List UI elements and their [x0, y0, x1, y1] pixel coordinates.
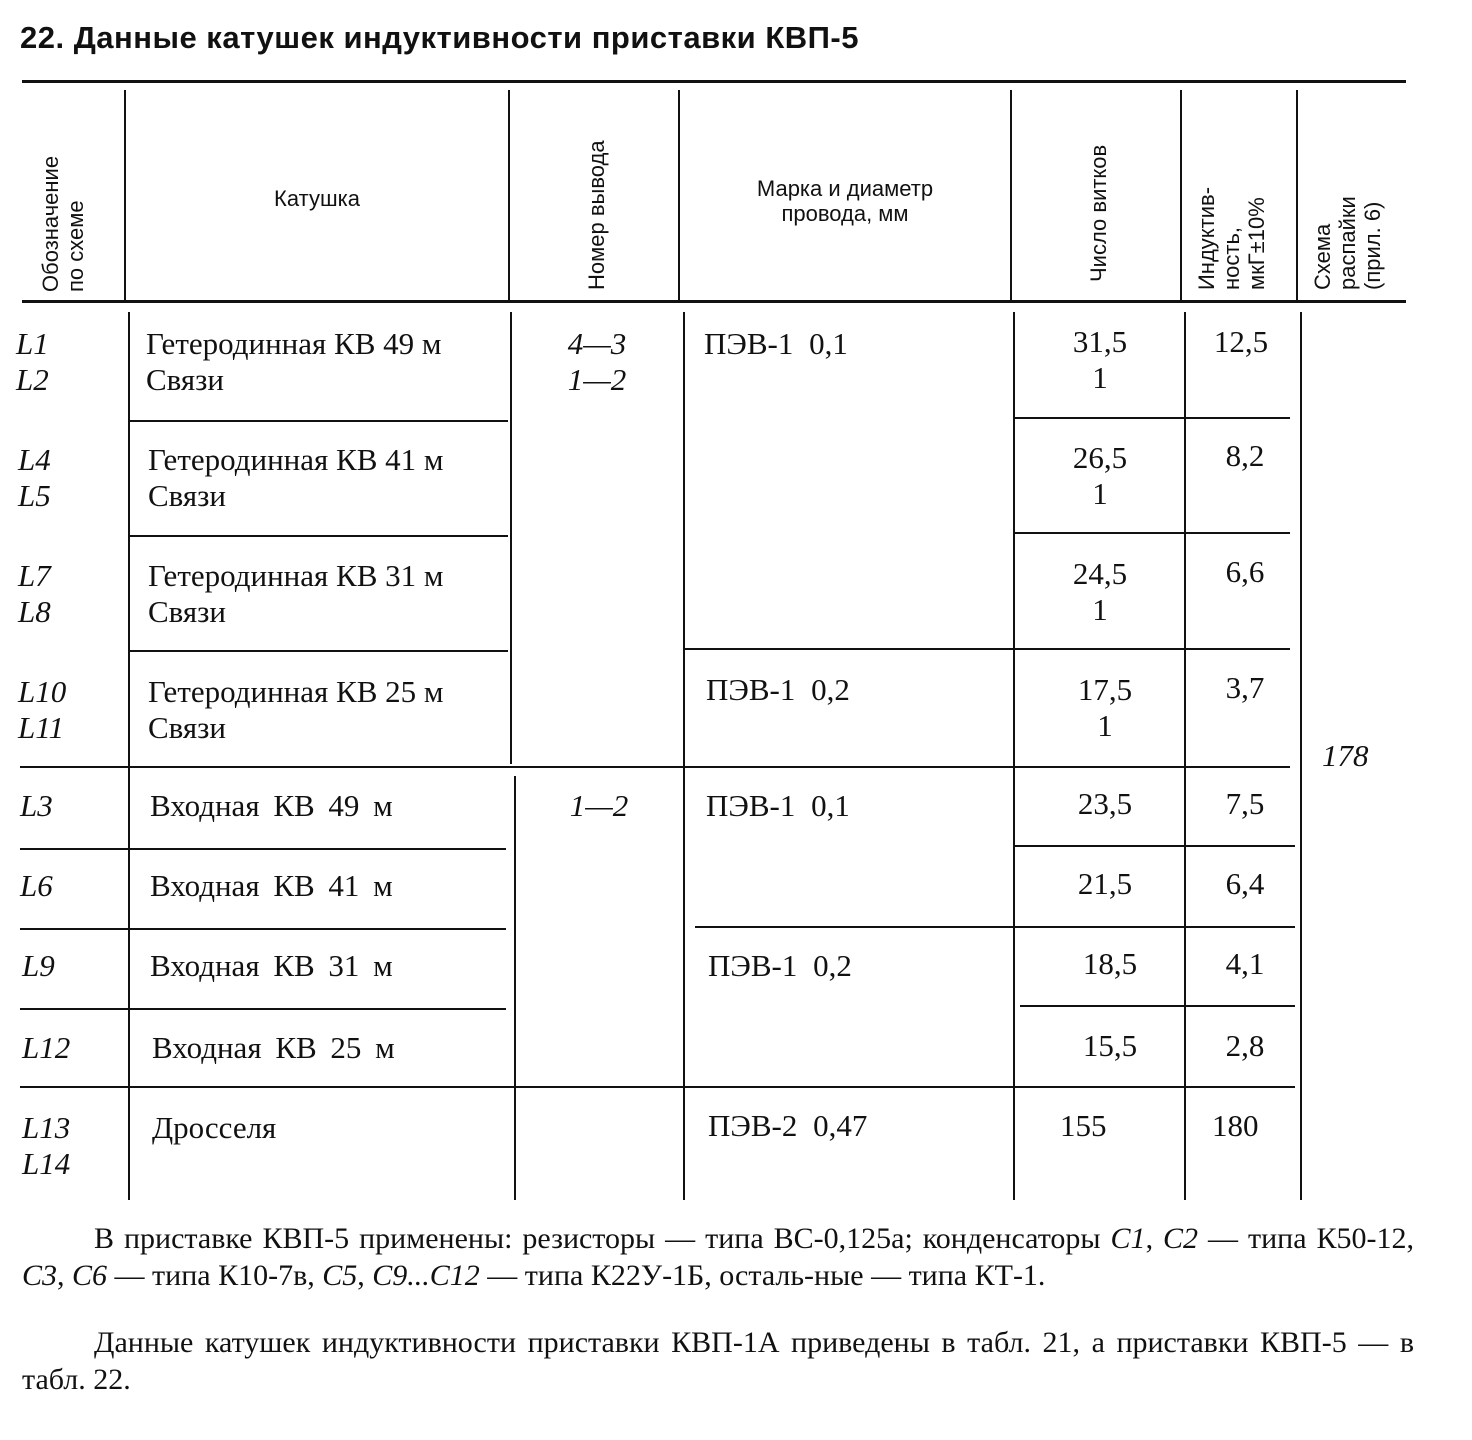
row-2-designation: L4 L5 — [18, 442, 51, 513]
row-rule-2-left — [130, 535, 508, 537]
body-sep-3 — [683, 312, 685, 1200]
row-7-designation: L9 — [22, 948, 55, 983]
header-sep-4 — [1010, 90, 1012, 300]
row-rule-4 — [20, 766, 1290, 768]
header-turns: Число витков — [1086, 144, 1111, 282]
wire-1: ПЭВ-1 0,1 — [704, 326, 848, 361]
row-rule-6-right — [695, 926, 1295, 928]
row-4-turns: 17,5 1 — [1077, 672, 1133, 743]
row-rule-1-left — [130, 420, 508, 422]
header-wire: Марка и диаметр провода, мм — [756, 176, 934, 226]
row-3-inductance: 6,6 — [1225, 554, 1265, 589]
wiring-value: 178 — [1322, 738, 1369, 773]
table-header-rule — [22, 300, 1406, 303]
row-3-designation: L7 L8 — [18, 558, 51, 629]
row-rule-6-left — [20, 928, 506, 930]
row-rule-5-right — [1015, 845, 1295, 847]
row-1-turns: 31,5 1 — [1072, 324, 1128, 395]
pin-group-1: 4—3 1—2 — [567, 326, 627, 397]
pin-group-2: 1—2 — [569, 788, 629, 823]
wire-5: ПЭВ-2 0,47 — [708, 1108, 868, 1143]
row-rule-3-left — [130, 650, 508, 652]
body-sep-6 — [1300, 312, 1302, 1200]
row-5-designation: L3 — [20, 788, 53, 823]
row-4-coil: Гетеродинная КВ 25 м Связи — [148, 674, 444, 745]
row-2-coil: Гетеродинная КВ 41 м Связи — [148, 442, 444, 513]
row-rule-7-left — [20, 1008, 506, 1010]
row-7-coil: Входная КВ 31 м — [150, 948, 393, 983]
body-sep-2b — [514, 776, 516, 1200]
body-sep-1 — [128, 312, 130, 1200]
row-4-inductance: 3,7 — [1225, 670, 1265, 705]
row-rule-5-left — [20, 848, 506, 850]
header-designation: Обозначение по схеме — [38, 155, 88, 292]
header-inductance: Индуктив- ность, мкГ±10% — [1194, 186, 1269, 290]
row-rule-8 — [20, 1086, 1295, 1088]
row-1-coil: Гетеродинная КВ 49 м Связи — [146, 326, 442, 397]
row-9-designation: L13 L14 — [22, 1110, 71, 1181]
row-2-inductance: 8,2 — [1225, 438, 1265, 473]
row-rule-7-right — [1020, 1005, 1295, 1007]
row-8-coil: Входная КВ 25 м — [152, 1030, 395, 1065]
row-3-coil: Гетеродинная КВ 31 м Связи — [148, 558, 444, 629]
header-coil: Катушка — [274, 186, 360, 211]
header-pin: Номер вывода — [584, 140, 609, 290]
row-5-turns: 23,5 — [1077, 786, 1133, 821]
row-rule-1-right — [1015, 417, 1290, 419]
row-4-designation: L10 L11 — [18, 674, 67, 745]
row-8-turns: 15,5 — [1082, 1028, 1138, 1063]
wire-3: ПЭВ-1 0,1 — [706, 788, 850, 823]
row-2-turns: 26,5 1 — [1072, 440, 1128, 511]
row-9-inductance: 180 — [1212, 1108, 1259, 1143]
row-6-turns: 21,5 — [1077, 866, 1133, 901]
row-6-designation: L6 — [20, 868, 53, 903]
row-7-turns: 18,5 — [1082, 946, 1138, 981]
note-paragraph-2: Данные катушек индуктивности приставки КВП-1А приведены в табл. 21, а приставки КВП-5 — в табл. 22. — [22, 1326, 1414, 1396]
row-7-inductance: 4,1 — [1225, 946, 1265, 981]
row-1-designation: L1 L2 — [16, 326, 49, 397]
row-1-inductance: 12,5 — [1213, 324, 1269, 359]
row-6-inductance: 6,4 — [1225, 866, 1265, 901]
header-wiring: Схема распайки (прил. 6) — [1310, 196, 1385, 290]
row-rule-3-right — [685, 648, 1290, 650]
row-3-turns: 24,5 1 — [1072, 556, 1128, 627]
header-sep-2 — [508, 90, 510, 300]
row-8-inductance: 2,8 — [1225, 1028, 1265, 1063]
row-9-turns: 155 — [1060, 1108, 1107, 1143]
header-sep-5 — [1180, 90, 1182, 300]
note-paragraph-1: В приставке КВП-5 применены: резисторы — типа ВС-0,125а; конденсаторы С1, С2 — типа К50-12, С3, С6 — типа К10-7в, С5, С9...С12 — типа К22У-1Б, осталь-ные — типа КТ-1. — [22, 1222, 1414, 1292]
wire-2: ПЭВ-1 0,2 — [706, 672, 850, 707]
table-title: 22. Данные катушек индуктивности приставки КВП-5 — [20, 20, 859, 55]
row-rule-2-right — [1015, 532, 1290, 534]
row-9-coil: Дросселя — [152, 1110, 277, 1145]
row-6-coil: Входная КВ 41 м — [150, 868, 393, 903]
table-top-rule — [22, 80, 1406, 83]
row-5-inductance: 7,5 — [1225, 786, 1265, 821]
row-5-coil: Входная КВ 49 м — [150, 788, 393, 823]
row-8-designation: L12 — [22, 1030, 71, 1065]
wire-4: ПЭВ-1 0,2 — [708, 948, 852, 983]
header-sep-6 — [1296, 90, 1298, 300]
